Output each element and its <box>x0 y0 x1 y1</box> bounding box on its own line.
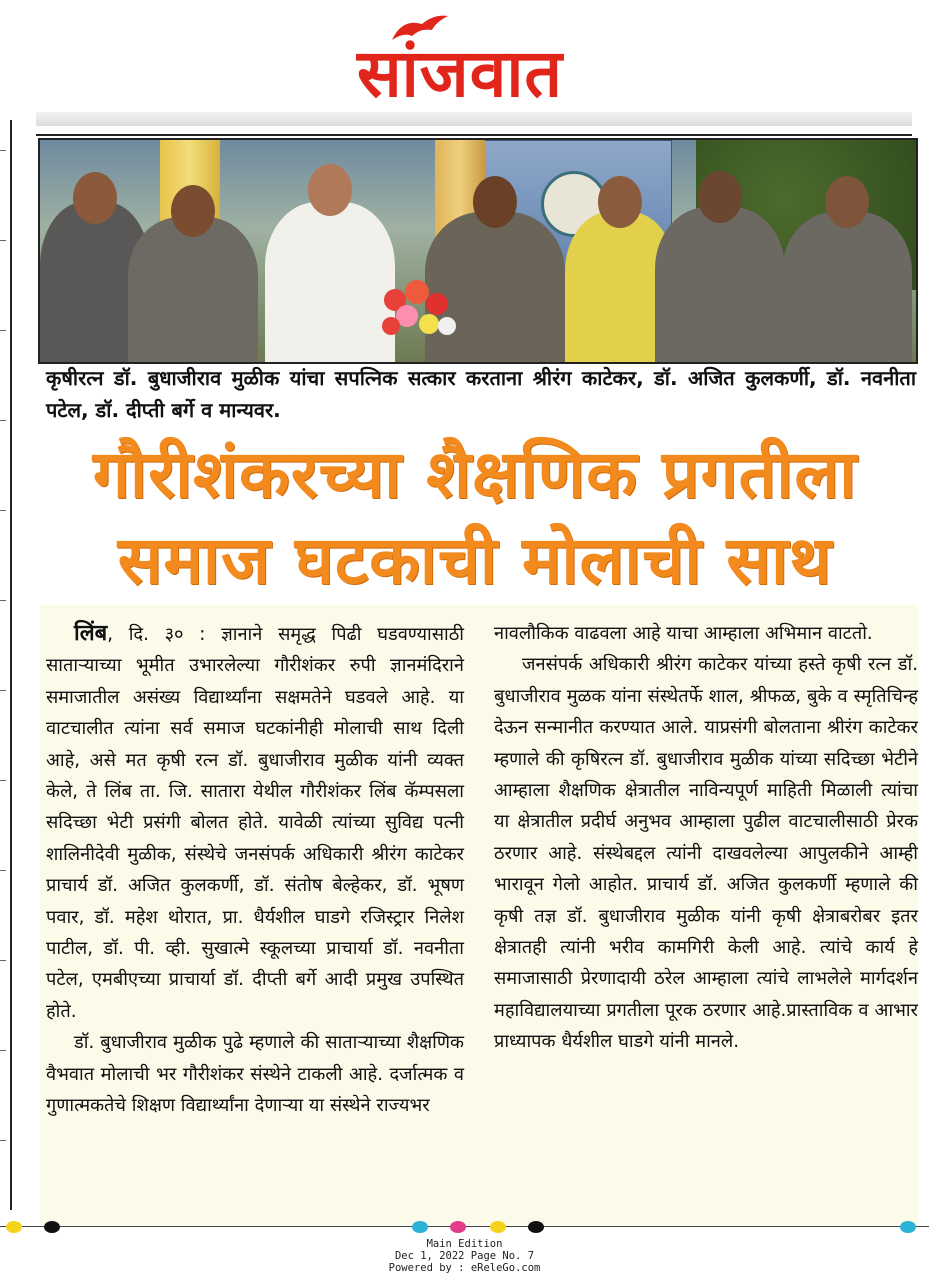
newspaper-masthead <box>320 8 600 112</box>
footer-edition: Main Edition <box>426 1238 503 1250</box>
photo-caption: कृषीरत्न डॉ. बुधाजीराव मुळीक यांचा सपत्निक सत्कार करताना श्रीरंग काटेकर, डॉ. अजित कुलकर्णी, डॉ. नवनीता पटेल, डॉ. दीप्ती बर्गे व मान्यवर. <box>46 366 916 422</box>
article-paragraph: जनसंपर्क अधिकारी श्रीरंग काटेकर यांच्या हस्ते कृषी रत्न डॉ. बुधाजीराव मुळक यांना संस्थेतर्फे शाल, श्रीफळ, बुके व स्मृतिचिन्ह देऊन सन्मानीत करण्यात आले. याप्रसंगी बोलताना श्रीरंग काटेकर म्हणाले की कृषिरत्न डॉ. बुधाजीराव मुळीक यांच्या सदिच्छा भेटीने आम्हाला शैक्षणिक क्षेत्रातील नाविन्यपूर्ण माहिती मिळाली त्यांचा या क्षेत्रातील प्रदीर्घ अनुभव आम्हाला पुढील वाटचालीसाठी प्रेरक ठरणार आहे. संस्थेबद्दल त्यांनी दाखवलेल्या आपुलकीने आम्ही भारावून गेलो आहोत. प्राचार्य डॉ. अजित कुलकर्णी म्हणाले की कृषी तज्ञ डॉ. बुधाजीराव मुळीक यांनी कृषी क्षेत्राबरोबर इतर क्षेत्रातही त्यांनी भरीव कामगिरी केली आहे. त्यांचे कार्य हे समाजासाठी प्रेरणादायी ठरेल आम्हाला त्यांचे लाभलेले मार्गदर्शन महाविद्यालयाच्या प्रगतीला पूरक ठरणार आहे.प्रास्ताविक व आभार प्राध्यापक धैर्यशील घाडगे यांनी मानले. <box>494 654 918 1053</box>
article-column-2 <box>494 618 918 1058</box>
article-paragraph: नावलौकिक वाढवला आहे याचा आम्हाला अभिमान वाटतो. <box>494 623 873 644</box>
article-paragraph <box>46 618 464 1027</box>
article-column-1 <box>46 618 464 1122</box>
dateline: लिंब <box>74 621 108 646</box>
bird-logo-icon <box>382 10 452 46</box>
bouquet-icon <box>375 270 465 350</box>
news-photo <box>38 138 918 364</box>
headline-line-2: समाज घटकाची मोलाची साथ <box>117 522 833 599</box>
paragraph-text: , दि. ३० : ज्ञानाने समृद्ध पिढी घडवण्यासाठी साताऱ्याच्या भूमीत उभारलेल्या गौरीशंकर रुपी ज्ञानमंदिराने समाजातील असंख्य विद्यार्थ्यांना सक्षमतेने घडवले आहे. या वाटचालीत त्यांना सर्व समाज घटकांनीही मोलाची साथ दिली आहे, असे मत कृषी रत्न डॉ. बुधाजीराव मुळीक यांनी व्यक्त केले, ते लिंब ता. जि. सातारा येथील गौरीशंकर लिंब कॅम्पसला सदिच्छा भेटी प्रसंगी बोलत होते. यावेळी त्यांच्या सुविद्य पत्नी शालिनीदेवी मुळीक, संस्थेचे जनसंपर्क अधिकारी श्रीरंग काटेकर प्राचार्य डॉ. अजित कुलकर्णी, डॉ. संतोष बेल्हेकर, डॉ. भूषण पवार, डॉ. महेश थोरात, प्रा. धैर्यशील घाडगे रजिस्ट्रार निलेश पाटील, डॉ. पी. व्ही. सुखात्मे स्कूलच्या प्राचार्या डॉ. नवनीता पटेल, एमबीएच्या प्राचार्या डॉ. दीप्ती बर्गे आदी प्रमुख उपस्थित होते. <box>46 624 464 1022</box>
masthead-logo-text: सांजवात <box>356 34 564 112</box>
headline-line-1: गौरीशंकरच्या शैक्षणिक प्रगतीला <box>92 436 858 513</box>
footer-powered-by: Powered by : eReleGo.com <box>388 1262 541 1274</box>
left-page-edge <box>0 120 12 1210</box>
headline <box>30 432 920 604</box>
header-rule <box>36 112 912 136</box>
page-footer <box>0 1238 929 1274</box>
article-paragraph: डॉ. बुधाजीराव मुळीक पुढे म्हणाले की साताऱ्याच्या शैक्षणिक वैभवात मोलाची भर गौरीशंकर संस्थेने टाकली आहे. दर्जात्मक व गुणात्मकतेचे शिक्षण विद्यार्थ्यांना देणाऱ्या या संस्थेने राज्यभर <box>46 1032 464 1117</box>
footer-date-page: Dec 1, 2022 Page No. 7 <box>394 1250 535 1262</box>
